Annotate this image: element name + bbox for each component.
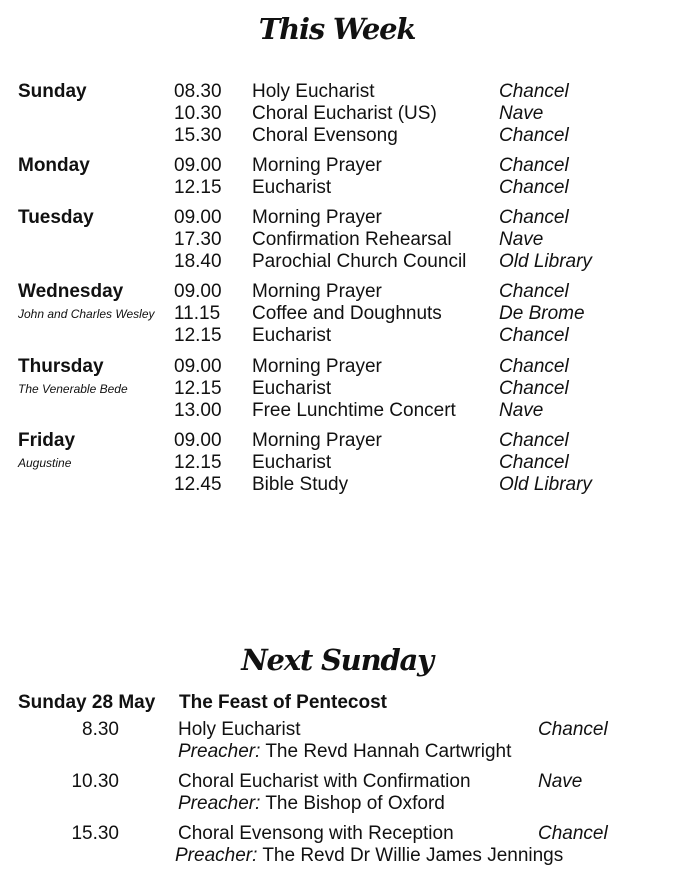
day-name: Sunday: [18, 81, 87, 102]
service-row: [0, 229, 674, 251]
service-time: 12.15: [174, 325, 222, 346]
service-location: De Brome: [499, 303, 585, 324]
service-time: 09.00: [174, 207, 222, 228]
day-name: Wednesday: [18, 281, 124, 302]
service-location: Chancel: [499, 325, 569, 346]
next-sunday-title: Next Sunday: [241, 643, 433, 677]
service-time: 10.30: [174, 103, 222, 124]
service-row: [0, 207, 674, 229]
service-row: [0, 125, 674, 147]
service-row: [0, 378, 674, 400]
next-sunday-date: Sunday 28 May: [18, 692, 156, 713]
service-time: 12.45: [174, 474, 222, 495]
service-name: Bible Study: [252, 474, 349, 495]
service-location: Nave: [499, 103, 544, 124]
service-location: Old Library: [499, 474, 592, 495]
service-name: Choral Eucharist with Confirmation: [178, 771, 471, 792]
day-commemoration: John and Charles Wesley: [18, 307, 155, 321]
service-time: 12.15: [174, 452, 222, 473]
service-time: 12.15: [174, 378, 222, 399]
preacher-label: Preacher:: [178, 793, 261, 814]
service-name: Parochial Church Council: [252, 251, 467, 272]
service-time: 10.30: [71, 771, 119, 792]
service-row: [0, 177, 674, 199]
service-location: Chancel: [499, 177, 569, 198]
service-name: Morning Prayer: [252, 207, 382, 228]
service-time: 15.30: [71, 823, 119, 844]
service-name: Eucharist: [252, 452, 332, 473]
service-name: Free Lunchtime Concert: [252, 400, 456, 421]
preacher-label: Preacher:: [175, 845, 258, 866]
service-row: [0, 155, 674, 177]
service-name: Eucharist: [252, 325, 332, 346]
next-sunday-service: [0, 823, 674, 867]
service-row: [0, 325, 674, 347]
day-name: Tuesday: [18, 207, 94, 228]
service-location: Chancel: [499, 81, 569, 102]
this-week-title: This Week: [258, 12, 416, 46]
preacher-line: [178, 793, 445, 815]
service-row: [0, 430, 674, 452]
next-sunday-service: [0, 719, 674, 763]
preacher-name: The Revd Hannah Cartwright: [265, 741, 512, 762]
day-name: Monday: [18, 155, 90, 176]
service-row: [0, 356, 674, 378]
service-location: Chancel: [538, 719, 608, 740]
service-name: Eucharist: [252, 177, 332, 198]
preacher-name: The Revd Dr Willie James Jennings: [262, 845, 564, 866]
preacher-label: Preacher:: [178, 741, 261, 762]
service-location: Chancel: [499, 452, 569, 473]
service-time: 8.30: [82, 719, 119, 740]
service-location: Chancel: [538, 823, 608, 844]
service-name: Choral Evensong: [252, 125, 398, 146]
service-row: [0, 81, 674, 103]
service-row: [0, 303, 674, 325]
service-location: Nave: [499, 400, 544, 421]
next-sunday-feast: The Feast of Pentecost: [179, 692, 387, 713]
service-time: 13.00: [174, 400, 222, 421]
service-time: 09.00: [174, 155, 222, 176]
service-row: [0, 452, 674, 474]
service-location: Chancel: [499, 281, 569, 302]
service-row: [0, 281, 674, 303]
service-time: 08.30: [174, 81, 222, 102]
service-time: 15.30: [174, 125, 222, 146]
day-name: Friday: [18, 430, 76, 451]
service-name: Coffee and Doughnuts: [252, 303, 442, 324]
day-commemoration: Augustine: [18, 456, 72, 470]
service-time: 18.40: [174, 251, 222, 272]
service-name: Confirmation Rehearsal: [252, 229, 452, 250]
service-row: [0, 103, 674, 125]
service-location: Chancel: [499, 155, 569, 176]
service-name: Holy Eucharist: [178, 719, 301, 740]
preacher-line: [175, 845, 563, 867]
service-location: Nave: [538, 771, 583, 792]
service-name: Eucharist: [252, 378, 332, 399]
service-location: Chancel: [499, 430, 569, 451]
service-name: Morning Prayer: [252, 430, 382, 451]
service-time: 09.00: [174, 430, 222, 451]
service-name: Holy Eucharist: [252, 81, 375, 102]
day-commemoration: The Venerable Bede: [18, 382, 128, 396]
service-name: Morning Prayer: [252, 155, 382, 176]
service-row: [0, 400, 674, 422]
service-row: [0, 474, 674, 496]
service-name: Morning Prayer: [252, 281, 382, 302]
next-sunday-service: [0, 771, 674, 815]
service-location: Chancel: [499, 356, 569, 377]
service-location: Chancel: [499, 207, 569, 228]
service-location: Old Library: [499, 251, 592, 272]
day-name: Thursday: [18, 356, 104, 377]
preacher-line: [178, 741, 511, 763]
service-name: Choral Eucharist (US): [252, 103, 437, 124]
service-location: Chancel: [499, 378, 569, 399]
service-time: 12.15: [174, 177, 222, 198]
service-row: [0, 251, 674, 273]
service-location: Chancel: [499, 125, 569, 146]
service-time: 09.00: [174, 281, 222, 302]
preacher-name: The Bishop of Oxford: [265, 793, 445, 814]
service-location: Nave: [499, 229, 544, 250]
service-time: 11.15: [174, 303, 221, 324]
service-name: Morning Prayer: [252, 356, 382, 377]
service-time: 09.00: [174, 356, 222, 377]
service-name: Choral Evensong with Reception: [178, 823, 454, 844]
service-time: 17.30: [174, 229, 222, 250]
